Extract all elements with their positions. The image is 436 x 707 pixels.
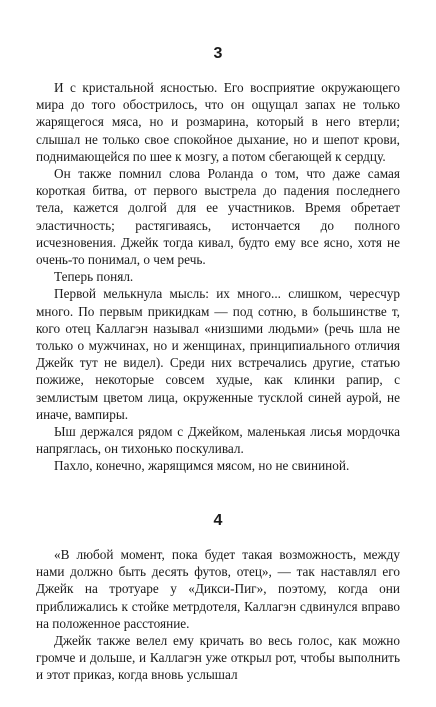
paragraph: Ыш держался рядом с Джейком, маленькая лисья мордочка напряглась, он тихонько поскуливал. [36, 424, 400, 457]
paragraph: Первой мелькнула мысль: их много... слишком, чересчур много. По первым прикидкам — под сотню, в большинстве т, кого отец Каллагэн называл «низшими людьми» (речь шла не только о мужчинах, но и женщинах, принципиального отличия Джейк тут не видел). Среди них встречались другие, статью пожиже, некоторые совсем худые, как клинки рапир, с землистым цветом лица, окруженные тусклой синей аурой, не иначе, вампиры. [36, 286, 400, 422]
paragraph: «В любой момент, пока будет такая возможность, между нами должно быть десять футов, отец», — так наставлял его Джейк на тротуаре у «Дикси-Пиг», поэтому, когда они приближались к стойке метрдотеля, Каллагэн сдвинулся вправо на положенное расстояние. [36, 547, 400, 631]
chapter-number-3: 3 [213, 45, 223, 62]
paragraph: Он также помнил слова Роланда о том, что даже самая короткая битва, от первого выстрела до падения последнего тела, кажется долгой для ее участников. Время обретает эластичность; растягиваясь, истончается до полного исчезновения. Джейк тогда кивал, будто ему все ясно, хотя не очень-то понимал, о чем речь. [36, 166, 400, 268]
paragraph: Теперь понял. [54, 269, 134, 285]
chapter-3-text [36, 79, 400, 475]
chapter-4-text [36, 546, 400, 684]
paragraph: И с кристальной ясностью. Его восприятие окружающего мира до того обострилось, что он ощущал запах не только жарящегося мяса, но и розмарина, который в него втерли; слышал не только свое спокойное дыхание, но и шепот крови, поднимающейся по шее к мозгу, а потом сбегающей к сердцу. [36, 80, 400, 164]
paragraph: Пахло, конечно, жарящимся мясом, но не свининой. [54, 458, 350, 474]
paragraph: Джейк также велел ему кричать во весь голос, как можно громче и дольше, и Каллагэн уже открыл рот, чтобы выполнить и этот приказ, когда вновь услышал [36, 633, 400, 683]
chapter-number-4: 4 [213, 512, 223, 529]
